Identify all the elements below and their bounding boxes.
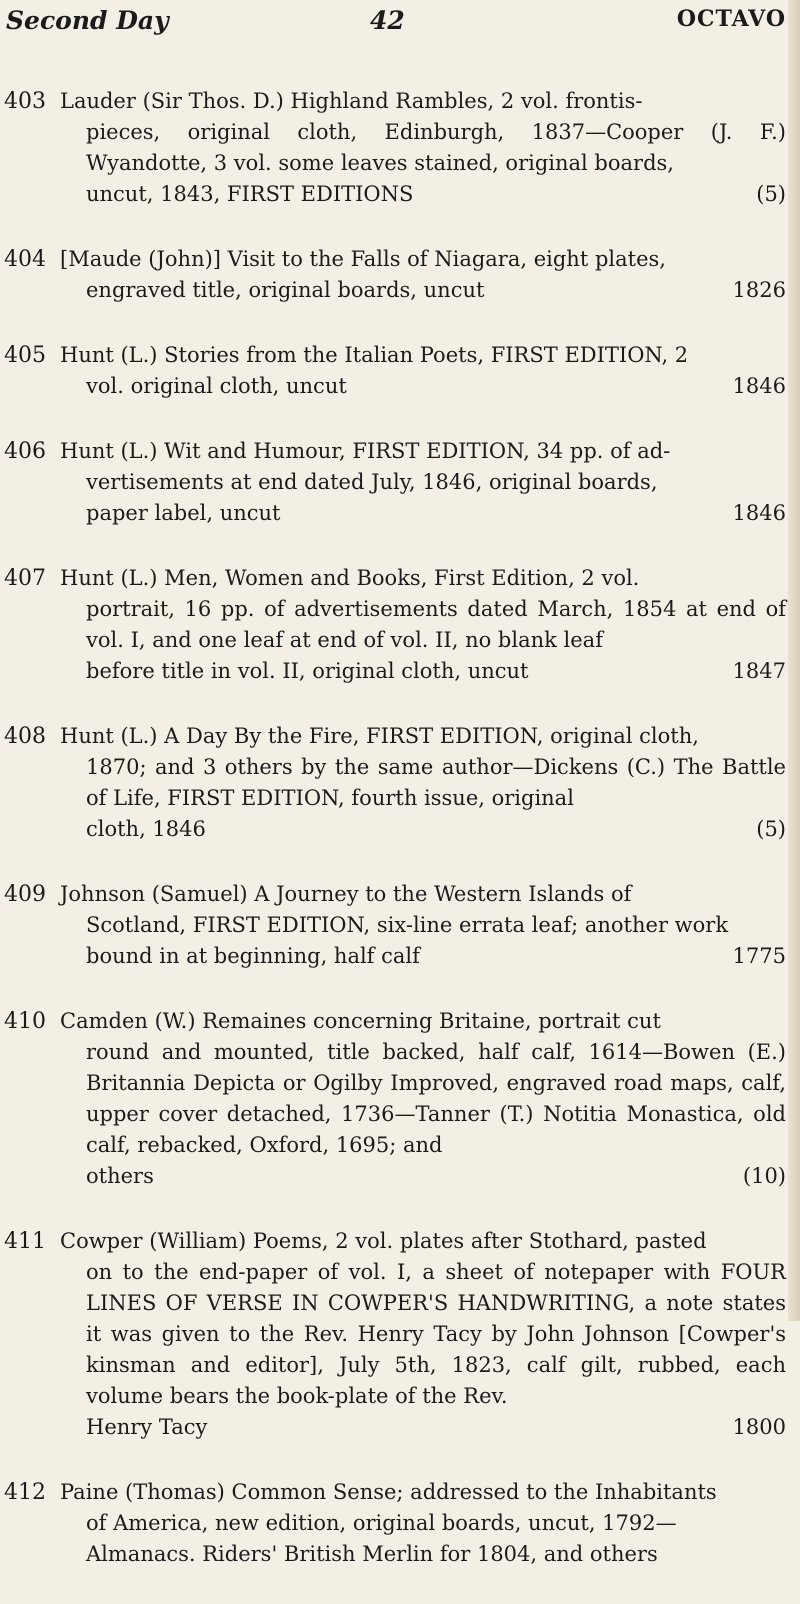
lot-date: (10) — [742, 1164, 786, 1188]
lot-last-line: engraved title, original boards, uncut — [86, 278, 485, 302]
lot-tail — [60, 498, 786, 529]
lot-date: 1775 — [732, 944, 786, 968]
lot-first-line: Hunt (L.) Men, Women and Books, First Edition, 2 vol. — [60, 566, 640, 590]
lot-date: 1826 — [732, 278, 786, 302]
lot-description — [60, 86, 786, 210]
lot-last-line: Almanacs. Riders' British Merlin for 1804, and others — [86, 1542, 658, 1566]
lot-first-line: Johnson (Samuel) A Journey to the Western Islands of — [60, 882, 632, 906]
lot-tail — [60, 1161, 786, 1192]
lot-first-line: [Maude (John)] Visit to the Falls of Niagara, eight plates, — [60, 247, 666, 271]
page-number: 42 — [370, 6, 405, 35]
lot-tail — [60, 179, 786, 210]
lot-entry — [0, 1477, 790, 1570]
lot-continuation: Scotland, FIRST EDITION, six-line errata leaf; another work — [86, 913, 729, 937]
lot-entry — [0, 1226, 790, 1443]
lot-date: 1846 — [732, 374, 786, 398]
lot-description — [60, 340, 786, 402]
lot-last-line: cloth, 1846 — [86, 817, 206, 841]
lot-list — [0, 86, 790, 1604]
lot-first-line: Hunt (L.) Stories from the Italian Poets, FIRST EDITION, 2 — [60, 343, 689, 367]
lot-entry — [0, 879, 790, 972]
lot-number: 410 — [4, 1009, 46, 1034]
lot-number: 412 — [4, 1480, 46, 1505]
lot-description — [60, 563, 786, 687]
lot-number: 403 — [4, 89, 46, 114]
lot-last-line: uncut, 1843, FIRST EDITIONS — [86, 182, 414, 206]
lot-entry — [0, 340, 790, 402]
running-head-right: OCTAVO — [676, 6, 786, 32]
lot-number: 404 — [4, 247, 46, 272]
lot-entry — [0, 563, 790, 687]
lot-date: (5) — [756, 817, 786, 841]
lot-tail — [60, 371, 786, 402]
lot-description — [60, 436, 786, 529]
page-header — [0, 0, 800, 70]
lot-first-line: Camden (W.) Remaines concerning Britaine, portrait cut — [60, 1009, 661, 1033]
lot-continuation: portrait, 16 pp. of advertisements dated March, 1854 at end of vol. I, and one leaf at end of vol. II, no blank leaf — [86, 597, 786, 652]
lot-first-line: Hunt (L.) Wit and Humour, FIRST EDITION, 34 pp. of ad- — [60, 439, 671, 463]
lot-first-line: Lauder (Sir Thos. D.) Highland Rambles, 2 vol. frontis- — [60, 89, 643, 113]
lot-tail — [60, 656, 786, 687]
lot-tail — [60, 1412, 786, 1443]
lot-last-line: Henry Tacy — [86, 1415, 208, 1439]
lot-date: 1847 — [732, 659, 786, 683]
lot-description — [60, 1226, 786, 1443]
lot-description — [60, 1006, 786, 1192]
lot-first-line: Cowper (William) Poems, 2 vol. plates after Stothard, pasted — [60, 1229, 707, 1253]
lot-entry — [0, 721, 790, 845]
lot-continuation: vertisements at end dated July, 1846, original boards, — [86, 470, 658, 494]
lot-continuation: round and mounted, title backed, half calf, 1614—Bowen (E.) Britannia Depicta or Ogilby Improved, engraved road maps, calf, upper cover detached, 1736—Tanner (T.) Notitia Monastica, old calf, rebacked, Oxford, 1695; and — [86, 1040, 786, 1157]
lot-continuation: on to the end-paper of vol. I, a sheet of notepaper with FOUR LINES OF VERSE IN COWPER'S HANDWRITING, a note states it was given to the Rev. Henry Tacy by John Johnson [Cowper's kinsman and editor], July 5th, 1823, calf gilt, rubbed, each volume bears the book-plate of the Rev. — [86, 1260, 786, 1408]
lot-tail — [60, 1539, 786, 1570]
lot-number: 409 — [4, 882, 46, 907]
lot-continuation: 1870; and 3 others by the same author—Dickens (C.) The Battle of Life, FIRST EDITION, fourth issue, original — [86, 755, 786, 810]
lot-number: 407 — [4, 566, 46, 591]
lot-continuation: pieces, original cloth, Edinburgh, 1837—Cooper (J. F.) Wyandotte, 3 vol. some leaves stained, original boards, — [86, 120, 786, 175]
lot-entry — [0, 436, 790, 529]
lot-first-line: Hunt (L.) A Day By the Fire, FIRST EDITION, original cloth, — [60, 724, 699, 748]
lot-entry — [0, 244, 790, 306]
lot-entry — [0, 1006, 790, 1192]
lot-number: 405 — [4, 343, 46, 368]
lot-entry — [0, 86, 790, 210]
lot-last-line: before title in vol. II, original cloth, uncut — [86, 659, 529, 683]
lot-last-line: paper label, uncut — [86, 501, 281, 525]
lot-description — [60, 244, 786, 306]
lot-last-line: others — [86, 1164, 154, 1188]
lot-description — [60, 721, 786, 845]
lot-number: 406 — [4, 439, 46, 464]
lot-date: 1846 — [732, 501, 786, 525]
lot-continuation: of America, new edition, original boards, uncut, 1792— — [86, 1511, 677, 1535]
lot-description — [60, 1477, 786, 1570]
lot-last-line: bound in at beginning, half calf — [86, 944, 420, 968]
lot-last-line: vol. original cloth, uncut — [86, 374, 347, 398]
lot-first-line: Paine (Thomas) Common Sense; addressed to the Inhabitants — [60, 1480, 717, 1504]
lot-tail — [60, 814, 786, 845]
lot-number: 411 — [4, 1229, 46, 1254]
lot-number: 408 — [4, 724, 46, 749]
lot-date: 1800 — [732, 1415, 786, 1439]
lot-date: (5) — [756, 182, 786, 206]
lot-tail — [60, 941, 786, 972]
lot-tail — [60, 275, 786, 306]
lot-description — [60, 879, 786, 972]
running-head-left: Second Day — [6, 6, 169, 35]
